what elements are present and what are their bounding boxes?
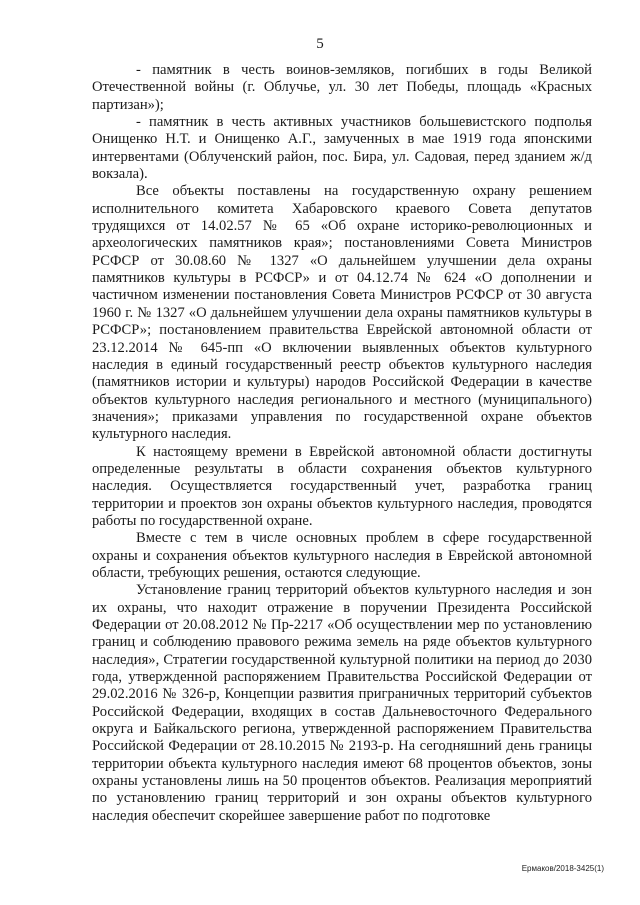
paragraph: - памятник в честь воинов-земляков, погибших в годы Великой Отечественной войны (г. Облучье, ул. 30 лет Победы, площадь «Красных партизан»);: [92, 62, 592, 113]
paragraph: Установление границ территорий объектов культурного наследия и зон их охраны, что находит отражение в поручении Президента Российской Федерации от 20.08.2012 № Пр-2217 «Об осуществлении мер по установлению границ и соблюдению правового режима земель на ряде объектов культурного наследия», Стратегии государственной культурной политики на период до 2030 года, утвержденной распоряжением Правительства Российской Федерации от 29.02.2016 № 326-р, Концепции развития приграничных территорий субъектов Российской Федерации, входящих в состав Дальневосточного Федерального округа и Байкальского региона, утвержденной распоряжением Правительства Российской Федерации от 28.10.2015 № 2193-р. На сегодняшний день границы территории объекта культурного наследия имеют 68 процентов объектов, зоны охраны установлены лишь на 50 процентов объектов. Реализация мероприятий по установлению границ территорий и зон охраны объектов культурного наследия обеспечит скорейшее завершение работ по подготовке: [92, 582, 592, 824]
page-number: 5: [316, 36, 324, 52]
paragraph: Вместе с тем в числе основных проблем в сфере государственной охраны и сохранения объектов культурного наследия в Еврейской автономной области, требующих решения, остаются следующие.: [92, 530, 592, 581]
document-registration-code: Ермаков/2018-3425(1): [521, 864, 604, 873]
paragraph: К настоящему времени в Еврейской автономной области достигнуты определенные результаты в области сохранения объектов культурного наследия. Осуществляется государственный учет, разработка границ территории и проектов зон охраны объектов культурного наследия, проводятся работы по государственной охране.: [92, 443, 592, 529]
paragraph: Все объекты поставлены на государственную охрану решением исполнительного комитета Хабаровского краевого Совета депутатов трудящихся от 14.02.57 № 65 «Об охране историко-революционных и археологических памятников края»; постановлениями Совета Министров РСФСР от 30.08.60 № 1327 «О дальнейшем улучшении дела охраны памятников культуры в РСФСР» и от 04.12.74 № 624 «О дополнении и частичном изменении постановления Совета Министров РСФСР от 30 августа 1960 г. № 1327 «О дальнейшем улучшении дела охраны памятников культуры в РСФСР»; постановлением правительства Еврейской автономной области от 23.12.2014 № 645-пп «О включении выявленных объектов культурного наследия в единый государственный реестр объектов культурного наследия (памятников истории и культуры) народов Российской Федерации в качестве объектов культурного наследия регионального и местного (муниципального) значения»; приказами управления по государственной охране объектов культурного наследия.: [92, 183, 592, 443]
paragraph: - памятник в честь активных участников большевистского подполья Онищенко Н.Т. и Онищенко А.Г., замученных в мае 1919 года японскими интервентами (Облученский район, пос. Бира, ул. Садовая, перед зданием ж/д вокзала).: [92, 114, 592, 183]
document-body: [92, 62, 592, 825]
